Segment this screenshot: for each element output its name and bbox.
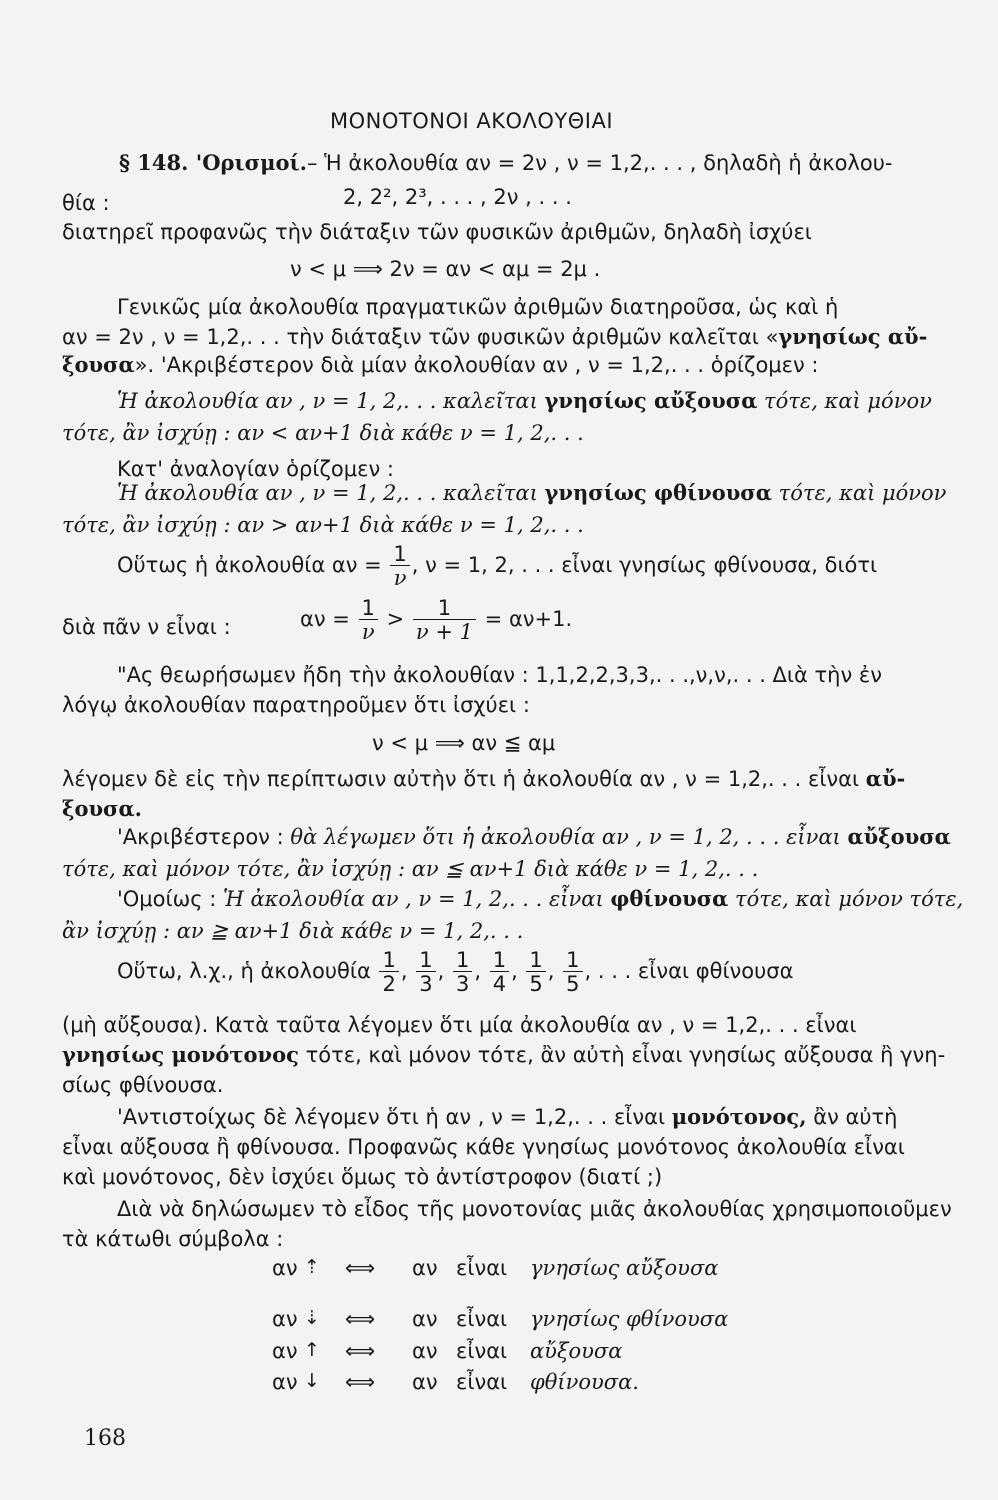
bold-term: γνησίως φθίνουσα	[544, 480, 772, 505]
italic-text: τότε, καὶ μόνον τότε,	[728, 887, 964, 911]
formula: ν < μ ⟹ 2ν = αν < αμ = 2μ .	[290, 257, 601, 281]
equivalence-icon: ⟺	[345, 1307, 376, 1331]
definition-line: τότε, ἂν ἰσχύῃ : αν > αν+1 διὰ κάθε ν = 1, 2,. . .	[62, 513, 584, 537]
text: = αν+1.	[484, 607, 573, 631]
text-line: εἶναι αὔξουσα ἢ φθίνουσα. Προφανῶς κάθε γνησίως μονότονος ἀκολουθία εἶναι	[62, 1135, 905, 1159]
section-heading: 'Ορισμοί.	[195, 150, 307, 175]
definition-line: ἂν ἰσχύῃ : αν ≧ αν+1 διὰ κάθε ν = 1, 2,. . .	[62, 919, 524, 943]
text-line: καὶ μονότονος, δὲν ἰσχύει ὅμως τὸ ἀντίστροφον (διατί ;)	[62, 1165, 663, 1189]
text-line: λόγῳ ἀκολουθίαν παρατηροῦμεν ὅτι ἰσχύει :	[62, 693, 530, 717]
text-line: Κατ' ἀναλογίαν ὁρίζομεν :	[117, 457, 394, 481]
bold-term: αὔ-	[865, 766, 906, 791]
up-arrow-icon: ↑	[304, 1339, 320, 1361]
formula: ν < μ ⟹ αν ≦ αμ	[372, 731, 556, 755]
fraction: $\frac{1}{3}$	[416, 949, 435, 996]
bold-term: φθίνουσα	[610, 886, 729, 911]
symbol-row-decreasing: αν ↓ ⟺ αν εἶναι φθίνουσα.	[272, 1370, 639, 1394]
italic-text: Ἡ ἀκολουθία αν , ν = 1, 2,. . . καλεῖται	[117, 481, 545, 505]
text: αν = 2ν , ν = 1,2,. . . τὴν διάταξιν τῶν φυσικῶν ἀριθμῶν καλεῖται «	[62, 325, 779, 349]
text: 'Ακριβέστερον :	[117, 825, 291, 849]
section-number: § 148.	[119, 150, 196, 175]
fraction: $\frac{1}{5}$	[563, 949, 582, 996]
italic-text: τότε, καὶ μόνον	[757, 389, 932, 413]
fraction: $\frac{1}{2}$	[379, 949, 398, 996]
bold-term: ξουσα	[62, 352, 135, 377]
symbol-row-increasing: αν ↑ ⟺ αν εἶναι αὔξουσα	[272, 1339, 623, 1363]
definition-line	[119, 150, 892, 176]
fraction: $\frac{1}{3}$	[453, 949, 472, 996]
equivalence-icon: ⟺	[345, 1256, 376, 1280]
text-line	[117, 1104, 897, 1130]
fraction: $\frac{1}{5}$	[526, 949, 545, 996]
text-line: "Ας θεωρήσωμεν ἤδη τὴν ἀκολουθίαν : 1,1,2,2,3,3,. . .,ν,ν,. . . Διὰ τὴν ἐν	[117, 663, 882, 687]
text-line: Γενικῶς μία ἀκολουθία πραγματικῶν ἀριθμῶν διατηροῦσα, ὡς καὶ ἡ	[117, 295, 839, 319]
symbol-row-strictly-increasing: αν ⇡ ⟺ αν εἶναι γνησίως αὔξουσα	[272, 1256, 719, 1280]
text-line	[62, 190, 110, 216]
text: αν =	[300, 607, 350, 631]
italic-text: θὰ λέγωμεν ὅτι ἡ ἀκολουθία αν , ν = 1, 2, . . . εἶναι	[290, 825, 848, 849]
text: θία :	[62, 191, 110, 215]
fraction: $\frac{1}{\nu + 1}$	[413, 597, 476, 644]
inequality	[300, 596, 572, 644]
equivalence-icon: ⟺	[345, 1370, 376, 1394]
fraction: $\frac{1}{\nu}$	[390, 543, 409, 590]
definition-line	[117, 388, 932, 414]
bold-term: μονότονος,	[671, 1104, 807, 1129]
page-title: ΜΟΝΟΤΟΝΟΙ ΑΚΟΛΟΥΘΙΑΙ	[330, 109, 614, 133]
bold-term: γνησίως αὔξουσα	[544, 388, 758, 413]
text-line: Διὰ νὰ δηλώσωμεν τὸ εἶδος τῆς μονοτονίας μιᾶς ἀκολουθίας χρησιμοποιοῦμεν	[117, 1197, 952, 1221]
page-number: 168	[84, 1426, 126, 1451]
fraction: $\frac{1}{\nu}$	[359, 597, 378, 644]
text: ». 'Ακριβέστερον διὰ μίαν ἀκολουθίαν αν , ν = 1,2,. . . ὁρίζομεν :	[134, 353, 819, 377]
definition-line	[117, 480, 946, 506]
equivalence-icon: ⟺	[345, 1339, 376, 1363]
definition-line: τότε, ἂν ἰσχύῃ : αν < αν+1 διὰ κάθε ν = 1, 2,. . .	[62, 421, 584, 445]
text: τότε, καὶ μόνον τότε, ἂν αὐτὴ εἶναι γνησίως αὔξουσα ἢ γνη-	[298, 1043, 946, 1067]
text-line: (μὴ αὔξουσα). Κατὰ ταῦτα λέγομεν ὅτι μία ἀκολουθία αν , ν = 1,2,. . . εἶναι	[62, 1013, 857, 1037]
example-line: Οὕτω, λ.χ., ἡ ἀκολουθία $\frac{1}{2}$ , $\frac{1}{3}$ , $\frac{1}{3}$ , $\frac{1}{4}$ , $\frac{1}{5}$ , $\frac{1}{5}$ , . . . εἶναι φθίνουσα	[117, 947, 794, 996]
bold-term: γνησίως αὔ-	[778, 324, 928, 349]
text-line: τὰ κάτωθι σύμβολα :	[62, 1227, 284, 1251]
italic-text: τότε, καὶ μόνον	[771, 481, 947, 505]
text-line	[62, 1042, 945, 1068]
strict-up-arrow-icon: ⇡	[304, 1256, 320, 1278]
symbol-row-strictly-decreasing: αν ⇣ ⟺ αν εἶναι γνησίως φθίνουσα	[272, 1307, 729, 1331]
text-line	[62, 766, 905, 792]
bold-term: γνησίως μονότονος	[62, 1042, 299, 1067]
text-line: διατηρεῖ προφανῶς τὴν διάταξιν τῶν φυσικῶν ἀριθμῶν, δηλαδὴ ἰσχύει	[62, 220, 812, 244]
text: , . . . εἶναι φθίνουσα	[584, 959, 794, 983]
example-line	[117, 542, 877, 590]
strict-down-arrow-icon: ⇣	[304, 1307, 320, 1329]
definition-line	[117, 824, 951, 850]
text: Οὕτως ἡ ἀκολουθία αν =	[117, 553, 382, 577]
text-line	[62, 324, 927, 350]
definition-line: τότε, καὶ μόνον τότε, ἂν ἰσχύῃ : αν ≦ αν+1 διὰ κάθε ν = 1, 2,. . .	[62, 857, 759, 881]
down-arrow-icon: ↓	[304, 1370, 320, 1392]
text: λέγομεν δὲ εἰς τὴν περίπτωσιν αὐτὴν ὅτι ἡ ἀκολουθία αν , ν = 1,2,. . . εἶναι	[62, 767, 866, 791]
fraction: $\frac{1}{4}$	[490, 949, 509, 996]
bold-term: αὔξουσα	[847, 824, 951, 849]
italic-text: Ἡ ἀκολουθία αν , ν = 1, 2,. . . καλεῖται	[117, 389, 545, 413]
text: 'Ομοίως :	[117, 887, 223, 911]
text-line: σίως φθίνουσα.	[62, 1073, 224, 1097]
text: , ν = 1, 2, . . . εἶναι γνησίως φθίνουσα, διότι	[411, 553, 878, 577]
text: ἂν αὐτὴ	[806, 1105, 898, 1129]
text: – Ἡ ἀκολουθία αν = 2ν , ν = 1,2,. . . , δηλαδὴ ἡ ἀκολου-	[306, 151, 893, 175]
italic-text: Ἡ ἀκολουθία αν , ν = 1, 2,. . . εἶναι	[222, 887, 611, 911]
bold-term: ξουσα.	[62, 796, 142, 821]
text-line	[62, 352, 819, 378]
text-line: διὰ πᾶν ν εἶναι :	[62, 615, 231, 639]
text: 'Αντιστοίχως δὲ λέγομεν ὅτι ἡ αν , ν = 1,2,. . . εἶναι	[117, 1105, 672, 1129]
sequence-expression: 2, 2², 2³, . . . , 2ν , . . .	[343, 185, 572, 209]
text: >	[386, 607, 405, 631]
text: Οὕτω, λ.χ., ἡ ἀκολουθία	[117, 959, 371, 983]
definition-line	[117, 886, 963, 912]
